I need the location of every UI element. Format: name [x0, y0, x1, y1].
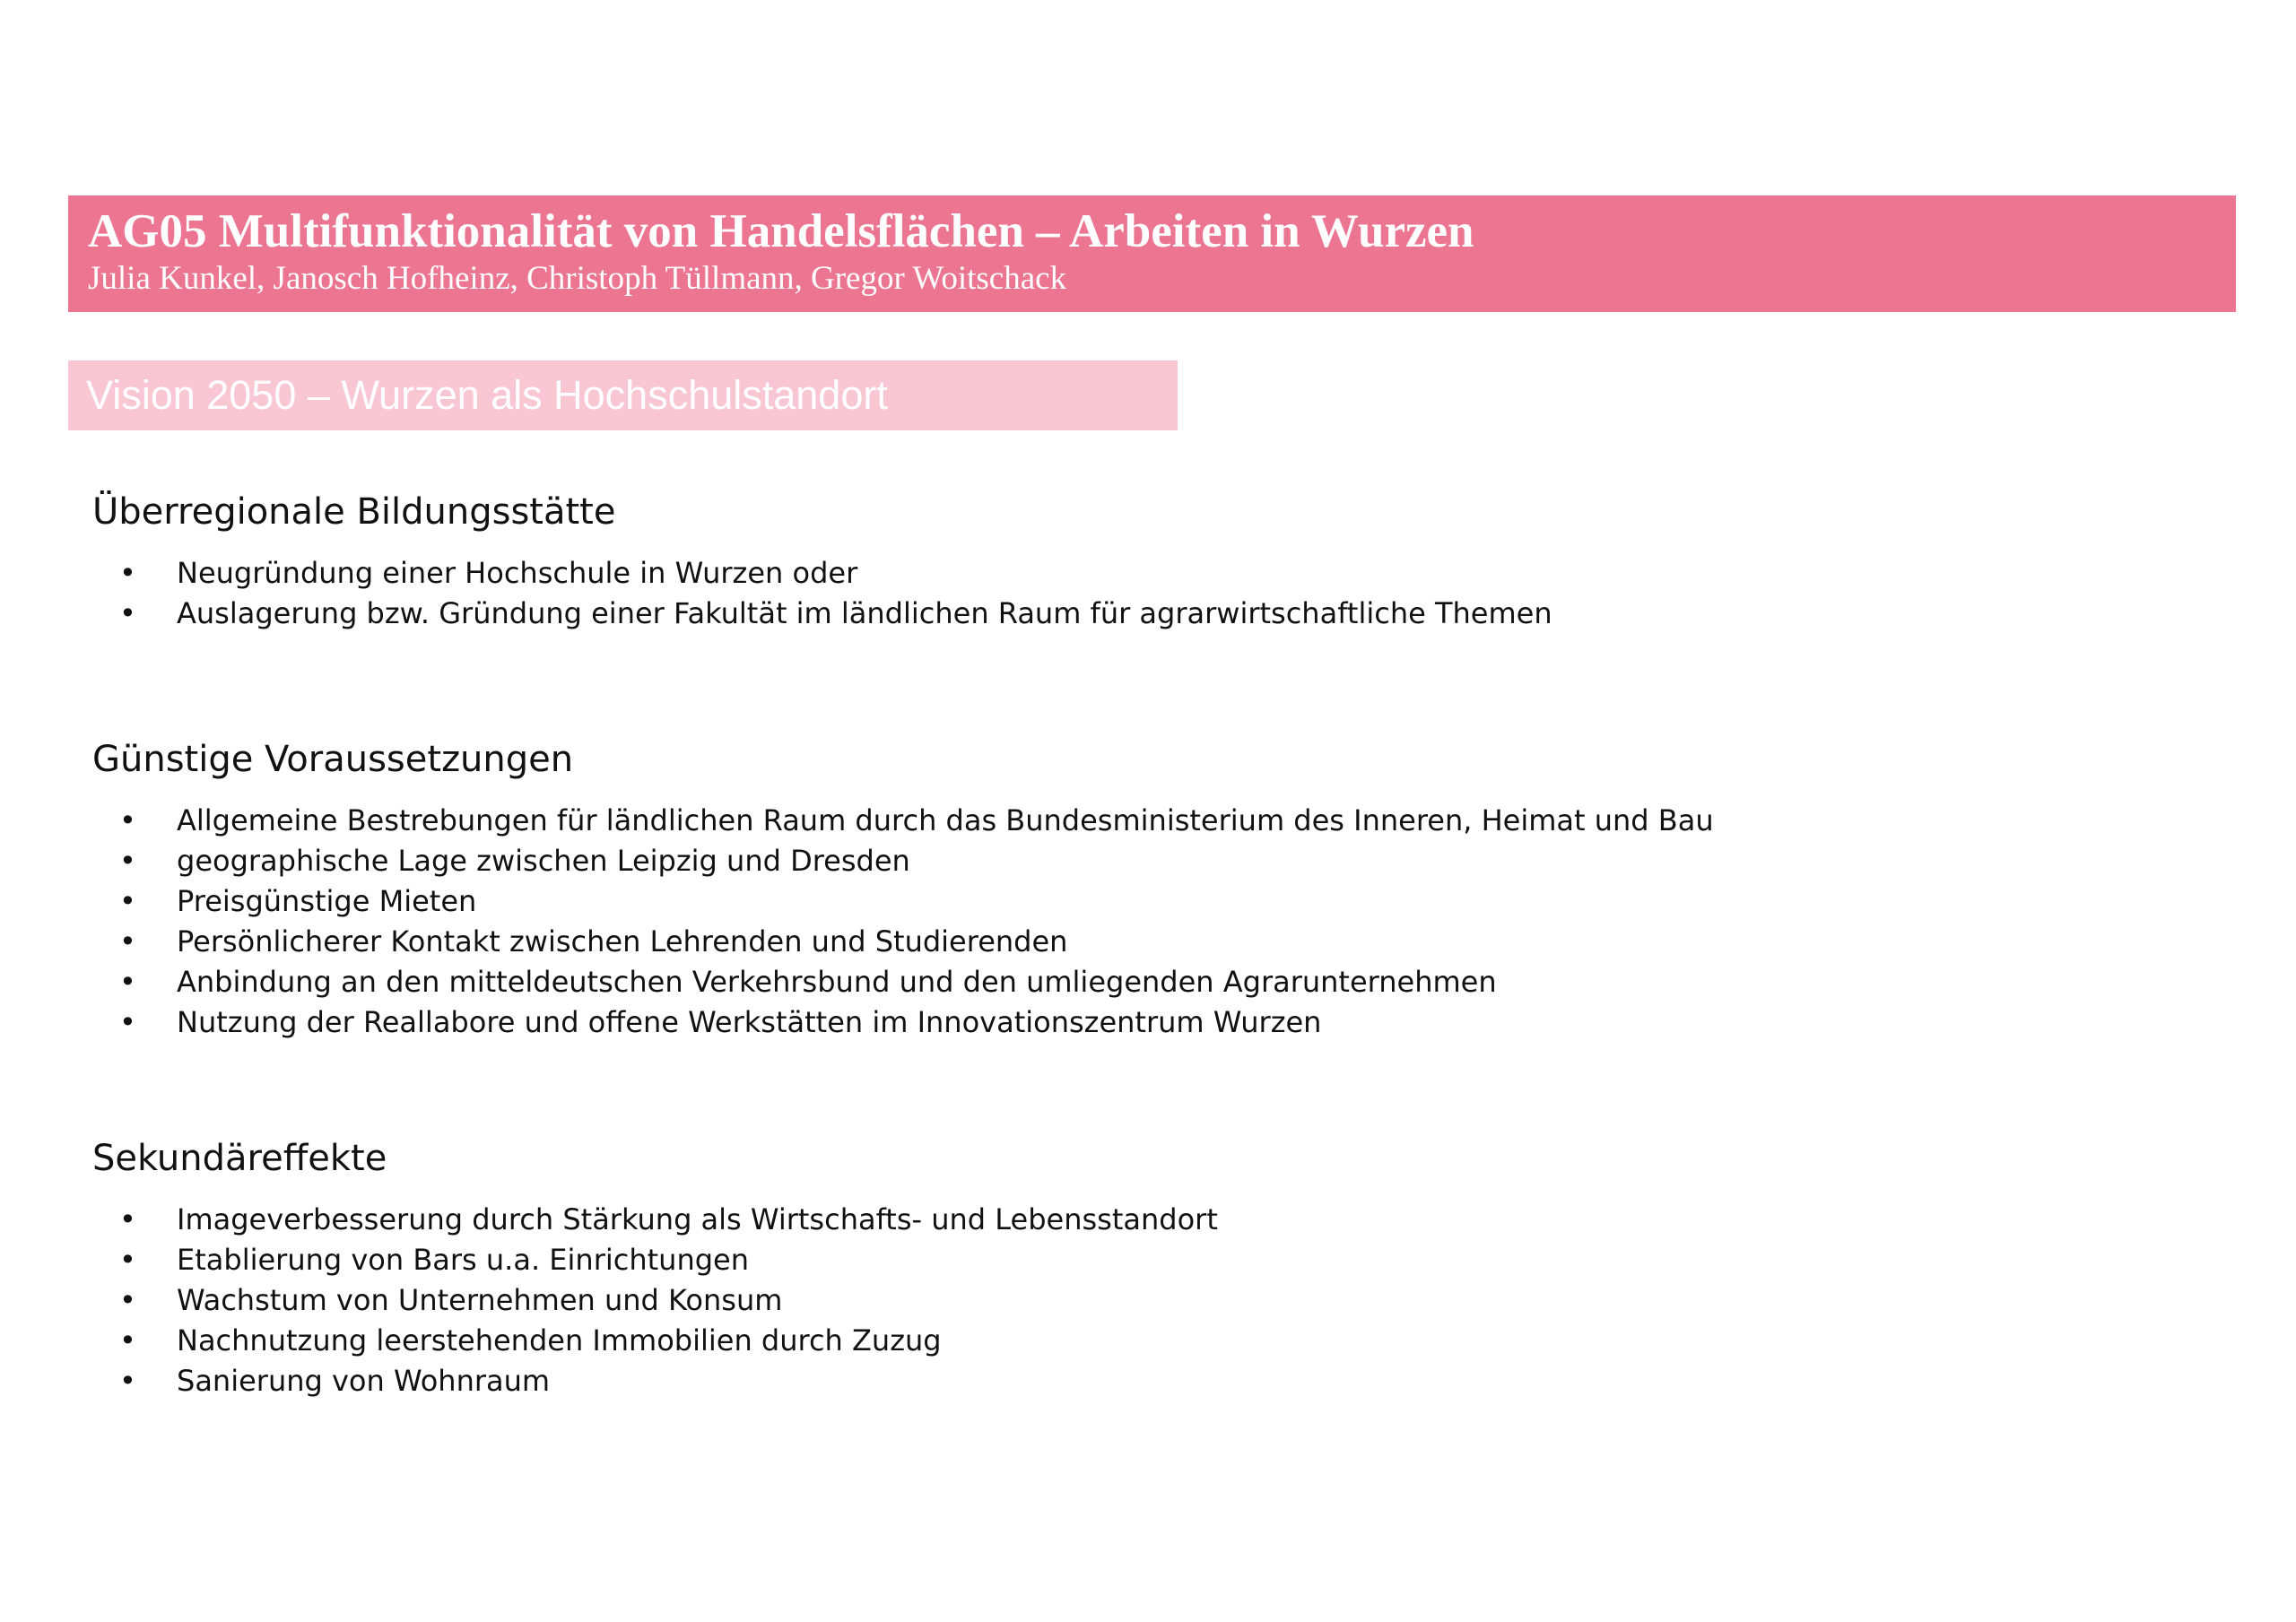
list-item	[92, 1240, 1218, 1280]
bullet-icon: •	[119, 965, 136, 999]
list-item	[92, 841, 1714, 881]
list-item-text: Imageverbesserung durch Stärkung als Wirtschafts- und Lebensstandort	[177, 1202, 1218, 1236]
bullet-list	[92, 801, 1714, 1043]
bullet-list	[92, 1200, 1218, 1401]
list-item	[92, 1321, 1218, 1361]
bullet-icon: •	[119, 884, 136, 918]
section-heading: Sekundäreffekte	[92, 1138, 387, 1179]
section-heading: Günstige Voraussetzungen	[92, 739, 574, 780]
page-title: AG05 Multifunktionalität von Handelsflächen – Arbeiten in Wurzen	[88, 205, 1474, 257]
list-item	[92, 922, 1714, 962]
list-item	[92, 1280, 1218, 1321]
list-item-text: Nachnutzung leerstehenden Immobilien durch Zuzug	[177, 1323, 942, 1357]
section-sekundaereffekte	[92, 1137, 1218, 1401]
bullet-list	[92, 553, 1552, 634]
bullet-icon: •	[119, 1283, 136, 1317]
header-banner	[68, 195, 2236, 312]
section-bildungsstaette	[92, 490, 1552, 634]
list-item	[92, 553, 1552, 594]
bullet-icon: •	[119, 1243, 136, 1277]
list-item	[92, 594, 1552, 634]
list-item-text: Allgemeine Bestrebungen für ländlichen Raum durch das Bundesministerium des Inneren, Heimat und Bau	[177, 803, 1714, 837]
list-item-text: Persönlicherer Kontakt zwischen Lehrenden und Studierenden	[177, 924, 1068, 958]
bullet-icon: •	[119, 1202, 136, 1236]
bullet-icon: •	[119, 596, 136, 630]
bullet-icon: •	[119, 556, 136, 590]
bullet-icon: •	[119, 1364, 136, 1398]
list-item-text: Wachstum von Unternehmen und Konsum	[177, 1283, 783, 1317]
list-item	[92, 801, 1714, 841]
author-list: Julia Kunkel, Janosch Hofheinz, Christoph Tüllmann, Gregor Woitschack	[88, 260, 1067, 297]
bullet-icon: •	[119, 1323, 136, 1357]
list-item	[92, 1002, 1714, 1043]
list-item-text: Auslagerung bzw. Gründung einer Fakultät im ländlichen Raum für agrarwirtschaftliche Themen	[177, 596, 1552, 630]
list-item-text: Preisgünstige Mieten	[177, 884, 477, 918]
list-item-text: geographische Lage zwischen Leipzig und Dresden	[177, 844, 910, 878]
section-voraussetzungen	[92, 738, 1714, 1043]
list-item	[92, 881, 1714, 922]
vision-title: Vision 2050 – Wurzen als Hochschulstandort	[86, 372, 888, 418]
bullet-icon: •	[119, 844, 136, 878]
list-item-text: Etablierung von Bars u.a. Einrichtungen	[177, 1243, 749, 1277]
bullet-icon: •	[119, 1005, 136, 1039]
list-item	[92, 1200, 1218, 1240]
bullet-icon: •	[119, 924, 136, 958]
list-item	[92, 962, 1714, 1002]
list-item-text: Nutzung der Reallabore und offene Werkstätten im Innovationszentrum Wurzen	[177, 1005, 1322, 1039]
list-item	[92, 1361, 1218, 1401]
list-item-text: Sanierung von Wohnraum	[177, 1364, 551, 1398]
list-item-text: Anbindung an den mitteldeutschen Verkehrsbund und den umliegenden Agrarunternehmen	[177, 965, 1497, 999]
vision-banner	[68, 360, 1178, 430]
section-heading: Überregionale Bildungsstätte	[92, 491, 616, 533]
list-item-text: Neugründung einer Hochschule in Wurzen oder	[177, 556, 858, 590]
bullet-icon: •	[119, 803, 136, 837]
